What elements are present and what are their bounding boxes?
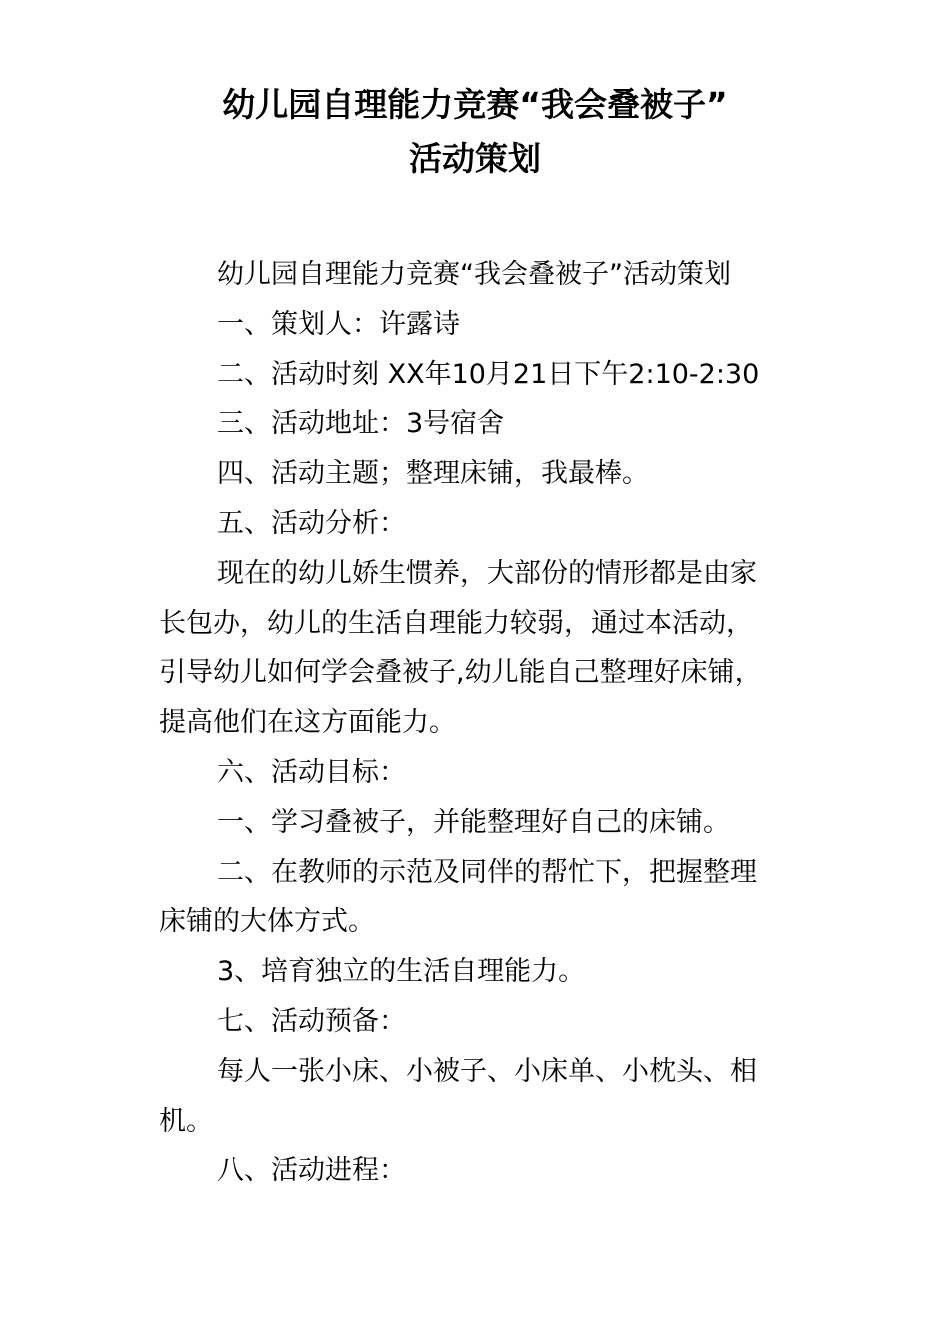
body-line: 二、活动时刻 XX年10月21日下午2:10-2:30 bbox=[217, 358, 760, 390]
body-line: 现在的幼儿娇生惯养，大部份的情形都是由家 bbox=[217, 557, 757, 589]
body-line: 每人一张小床、小被子、小床单、小枕头、相 bbox=[217, 1055, 757, 1087]
body-line: 五、活动分析： bbox=[217, 507, 406, 539]
body-line: 长包办，幼儿的生活自理能力较弱，通过本活动， bbox=[159, 607, 753, 639]
body-line: 七、活动预备： bbox=[217, 1005, 406, 1037]
body-line: 一、策划人：许露诗 bbox=[217, 308, 460, 340]
body-line: 八、活动进程： bbox=[217, 1155, 406, 1187]
body-line: 一、学习叠被子，并能整理好自己的床铺。 bbox=[217, 806, 730, 838]
body-line: 六、活动目标： bbox=[217, 756, 406, 788]
body-line: 二、在教师的示范及同伴的帮忙下，把握整理 bbox=[217, 856, 757, 888]
body-line: 四、活动主题；整理床铺，我最棒。 bbox=[217, 458, 649, 490]
document-title-line-2: 活动策划 bbox=[409, 139, 541, 178]
body-line: 提高他们在这方面能力。 bbox=[159, 707, 456, 739]
body-line: 床铺的大体方式。 bbox=[159, 906, 375, 938]
body-line: 3、培育独立的生活自理能力。 bbox=[217, 956, 586, 988]
document-title-line-1: 幼儿园自理能力竞赛“我会叠被子” bbox=[222, 85, 728, 124]
body-line: 幼儿园自理能力竞赛“我会叠被子”活动策划 bbox=[217, 259, 731, 290]
body-line: 引导幼儿如何学会叠被子,幼儿能自己整理好床铺， bbox=[159, 657, 762, 689]
body-line: 机。 bbox=[159, 1105, 213, 1137]
document-body bbox=[159, 250, 799, 1196]
body-line: 三、活动地址：3号宿舍 bbox=[217, 408, 505, 440]
